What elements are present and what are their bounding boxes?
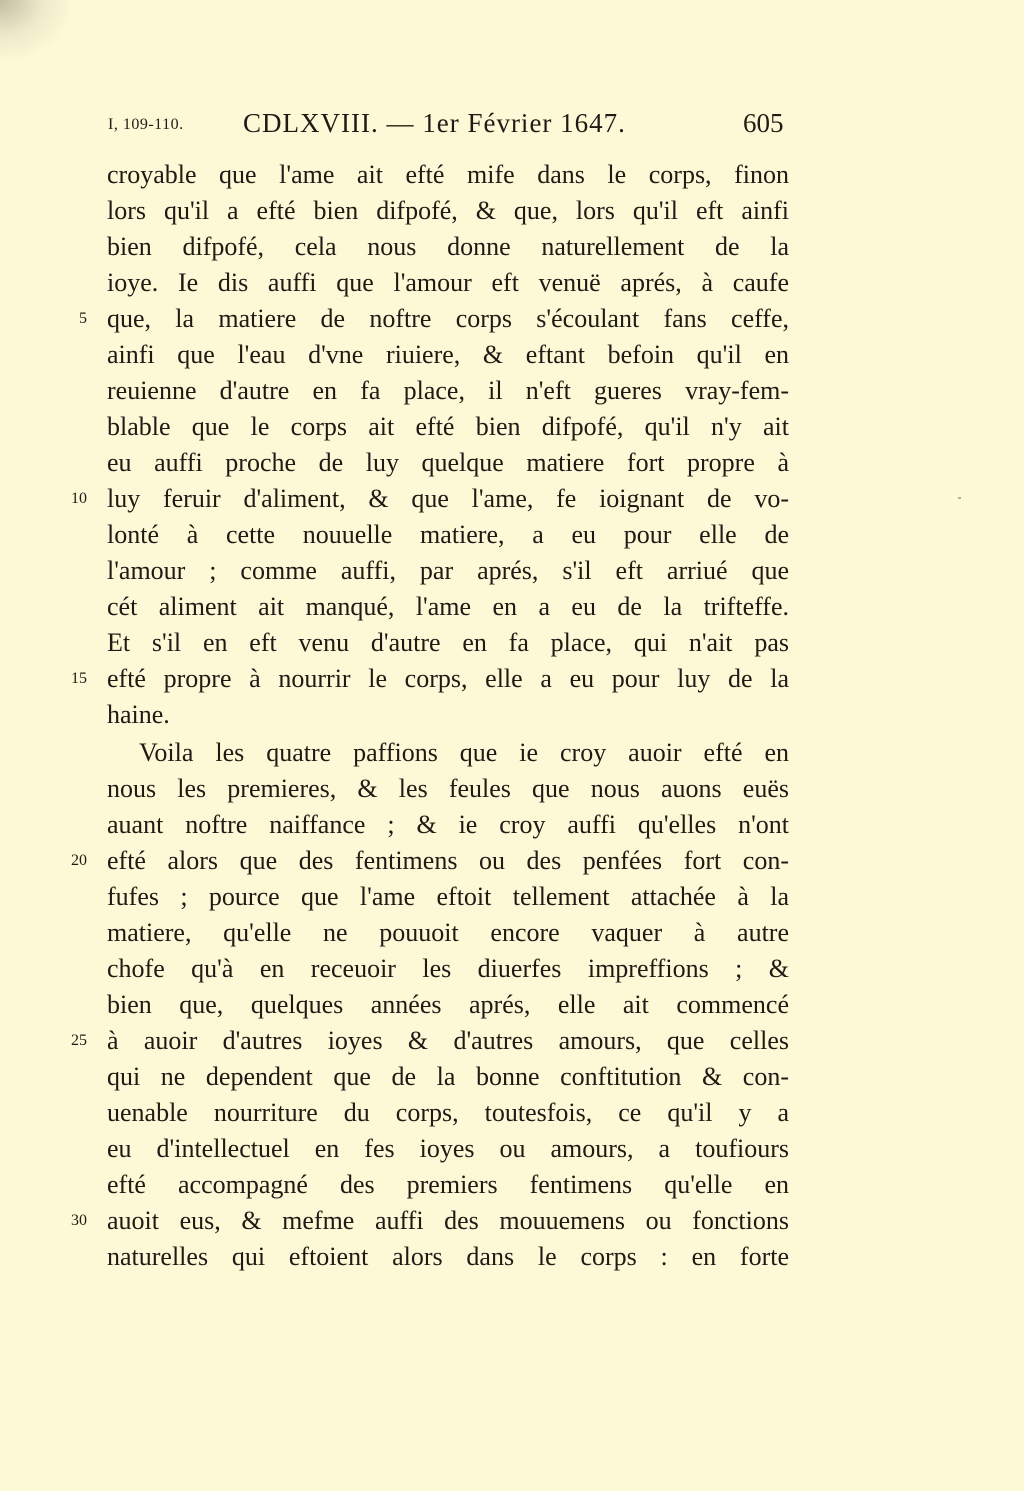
line-text: auant noftre naiffance ; & ie croy auffi qu'elles n'ont	[107, 810, 789, 839]
body-text	[71, 157, 789, 1275]
text-line	[107, 625, 789, 661]
line-number: 15	[71, 670, 87, 687]
line-text: uenable nourriture du corps, toutesfois, ce qu'il y a	[107, 1098, 789, 1127]
line-text: cét aliment ait manqué, l'ame en a eu de la trifteffe.	[107, 592, 789, 621]
text-line	[107, 193, 789, 229]
text-line	[107, 879, 789, 915]
line-text: ioye. Ie dis auffi que l'amour eft venuë aprés, à caufe	[107, 268, 789, 297]
text-line	[107, 517, 789, 553]
line-text: luy feruir d'aliment, & que l'ame, fe ioignant de vo-	[107, 484, 789, 513]
line-text: que, la matiere de noftre corps s'écoulant fans ceffe,	[107, 304, 789, 333]
line-text: auoit eus, & mefme auffi des mouuemens ou fonctions	[107, 1206, 789, 1235]
line-text: haine.	[107, 700, 170, 729]
text-line	[107, 1131, 789, 1167]
line-text: efté alors que des fentimens ou des penfées fort con-	[107, 846, 789, 875]
text-line	[71, 1203, 789, 1239]
text-line	[107, 409, 789, 445]
line-text: lonté à cette nouuelle matiere, a eu pour elle de	[107, 520, 789, 549]
line-text: naturelles qui eftoient alors dans le corps : en forte	[107, 1242, 789, 1271]
line-number: 10	[71, 490, 87, 507]
line-text: à auoir d'autres ioyes & d'autres amours, que celles	[107, 1026, 789, 1055]
line-text: eu auffi proche de luy quelque matiere fort propre à	[107, 448, 789, 477]
line-text: nous les premieres, & les feules que nous auons euës	[107, 774, 789, 803]
page-number: 605	[743, 108, 784, 138]
text-line	[71, 481, 789, 517]
line-number: 5	[79, 310, 87, 327]
text-line	[107, 265, 789, 301]
text-line	[107, 987, 789, 1023]
line-number: 20	[71, 852, 87, 869]
line-text: lors qu'il a efté bien difpofé, & que, lors qu'il eft ainfi	[107, 196, 789, 225]
text-line	[107, 1239, 789, 1275]
line-number: 30	[71, 1212, 87, 1229]
text-line	[107, 337, 789, 373]
text-line	[107, 771, 789, 807]
text-line	[107, 735, 789, 771]
line-text: Et s'il en eft venu d'autre en fa place, qui n'ait pas	[107, 628, 789, 657]
text-line	[107, 1059, 789, 1095]
text-line	[107, 229, 789, 265]
line-text: ainfi que l'eau d'vne riuiere, & eftant befoin qu'il en	[107, 340, 789, 369]
line-text: fufes ; pource que l'ame eftoit tellement attachée à la	[107, 882, 789, 911]
line-text: reuienne d'autre en fa place, il n'eft gueres vray-fem-	[107, 376, 789, 405]
text-line	[107, 157, 789, 193]
text-line	[71, 661, 789, 697]
text-line	[107, 915, 789, 951]
letter-heading: CDLXVIII. — 1er Février 1647.	[243, 108, 626, 138]
line-text: blable que le corps ait efté bien difpofé, qu'il n'y ait	[107, 412, 789, 441]
line-text: matiere, qu'elle ne pouuoit encore vaquer à autre	[107, 918, 789, 947]
line-text: eu d'intellectuel en fes ioyes ou amours, a toufiours	[107, 1134, 789, 1163]
line-text: qui ne dependent que de la bonne conftitution & con-	[107, 1062, 789, 1091]
text-line	[107, 951, 789, 987]
text-line	[79, 301, 789, 337]
line-text: l'amour ; comme auffi, par aprés, s'il eft arriué que	[107, 556, 789, 585]
volume-reference: I, 109-110.	[108, 116, 184, 133]
line-text: bien que, quelques années aprés, elle ait commencé	[107, 990, 789, 1019]
line-text: efté propre à nourrir le corps, elle a eu pour luy de la	[107, 664, 789, 693]
paper-speck	[958, 497, 961, 499]
text-line	[107, 807, 789, 843]
running-header	[0, 108, 1024, 148]
line-text: Voila les quatre paffions que ie croy auoir efté en	[139, 738, 789, 767]
line-text: efté accompagné des premiers fentimens qu'elle en	[107, 1170, 789, 1199]
text-line	[107, 1167, 789, 1203]
text-line	[107, 697, 789, 733]
text-line	[71, 1023, 789, 1059]
text-line	[71, 843, 789, 879]
text-line	[107, 373, 789, 409]
line-text: croyable que l'ame ait efté mife dans le corps, finon	[107, 160, 789, 189]
text-line	[107, 1095, 789, 1131]
page-corner-shadow	[0, 0, 70, 60]
line-text: chofe qu'à en receuoir les diuerfes impreffions ; &	[107, 954, 789, 983]
text-line	[107, 589, 789, 625]
line-text: bien difpofé, cela nous donne naturellement de la	[107, 232, 789, 261]
text-line	[107, 445, 789, 481]
text-line	[107, 553, 789, 589]
line-number: 25	[71, 1032, 87, 1049]
